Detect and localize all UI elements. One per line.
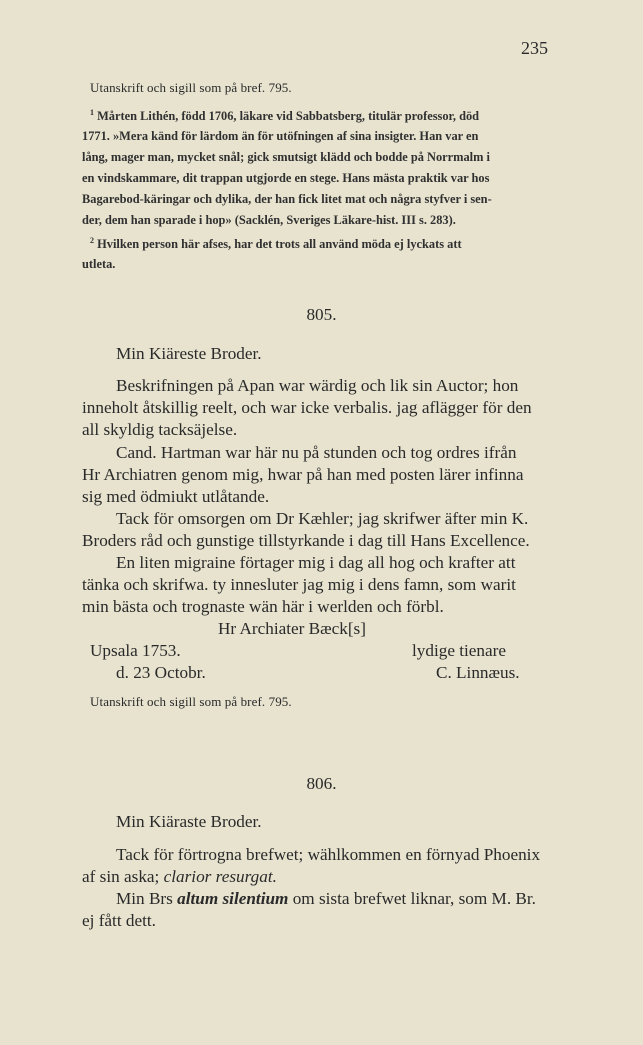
footnote-line: 1771. »Mera känd för lärdom än för utöfningen af sina insigter. Han var en: [82, 129, 479, 143]
letter-line: Broders råd och gunstige tillstyrkande i dag till Hans Excellence.: [82, 531, 530, 550]
letter-805-salutation: Min Kiäreste Broder.: [116, 344, 262, 363]
letter-line: Cand. Hartman war här nu på stunden och tog ordres ifrån: [116, 443, 517, 462]
footnote-line: Bagarebod-käringar och dylika, der han fick litet mat och några styfver i sen-: [82, 192, 492, 206]
footnote-line: en vindskammare, dit trappan utgjorde en stege. Hans mästa praktik var hos: [82, 171, 490, 185]
letter-line: [82, 867, 277, 887]
footnote-line: $^1$ Mårten Lithén, född 1706, läkare vid Sabbatsberg, titulär professor, död: [90, 108, 480, 124]
letter-line: all skyldig tacksäjelse.: [82, 420, 238, 439]
letter-text: om sista brefwet liknar, som M. Br.: [288, 889, 536, 908]
latin-phrase: clarior resurgat.: [163, 867, 277, 886]
footnote-line-text: Hvilken person här afses, har det trots all använd möda ej lyckats att: [97, 237, 462, 252]
letter-line: [116, 889, 536, 909]
letter-text: af sin aska;: [82, 867, 164, 886]
footnote-line: lång, mager man, mycket snål; gick smutsigt klädd och bodde på Norrmalm i: [82, 150, 490, 164]
letter-line: min bästa och trognaste wän här i werlden och förbl.: [82, 597, 444, 616]
footnote-line: $^2$ Hvilken person här afses, har det trots all använd möda ej lyckats att: [90, 236, 462, 252]
letter-line: tänka och skrifwa. ty innesluter jag mig i dens famn, som warit: [82, 575, 516, 594]
letter-line: sig med ödmiukt utlåtande.: [82, 487, 270, 506]
letter-805-place: Upsala 1753.: [90, 641, 181, 660]
top-source-note: Utanskrift och sigill som på bref. 795.: [90, 80, 292, 95]
letter-line: ej fått dett.: [82, 911, 156, 930]
letter-806-number: 806.: [306, 774, 337, 793]
letter-805-signature: C. Linnæus.: [436, 663, 520, 682]
letter-line: Tack för omsorgen om Dr Kæhler; jag skrifwer äfter min K.: [116, 509, 529, 528]
letter-text: Min Brs: [116, 889, 178, 908]
letter-line: Beskrifningen på Apan war wärdig och lik sin Auctor; hon: [116, 376, 519, 395]
letter-805-source: Utanskrift och sigill som på bref. 795.: [90, 694, 292, 709]
letter-line: En liten migraine förtager mig i dag all hog och krafter att: [116, 553, 516, 572]
page-number: 235: [521, 38, 548, 58]
letter-805-number: 805.: [306, 305, 337, 324]
letter-line: Tack för förtrogna brefwet; wählkommen en förnyad Phoenix: [116, 845, 541, 864]
letter-805-date: d. 23 Octobr.: [116, 663, 206, 682]
letter-805-closing: lydige tienare: [412, 641, 507, 660]
latin-phrase: altum silentium: [177, 889, 289, 908]
footnote-line: utleta.: [82, 257, 116, 271]
footnote-line-text: Mårten Lithén, född 1706, läkare vid Sabbatsberg, titulär professor, död: [97, 109, 480, 124]
letter-line: inneholt åtskillig reelt, och war icke verbalis. jag aflägger för den: [82, 398, 532, 417]
letter-806-salutation: Min Kiäraste Broder.: [116, 812, 262, 831]
letter-805-address: Hr Archiater Bæck[s]: [218, 619, 366, 638]
letter-line: Hr Archiatren genom mig, hwar på han med posten lärer infinna: [82, 465, 524, 484]
footnote-line: der, dem han sparade i hop» (Sacklén, Sveriges Läkare-hist. III s. 283).: [82, 213, 456, 227]
